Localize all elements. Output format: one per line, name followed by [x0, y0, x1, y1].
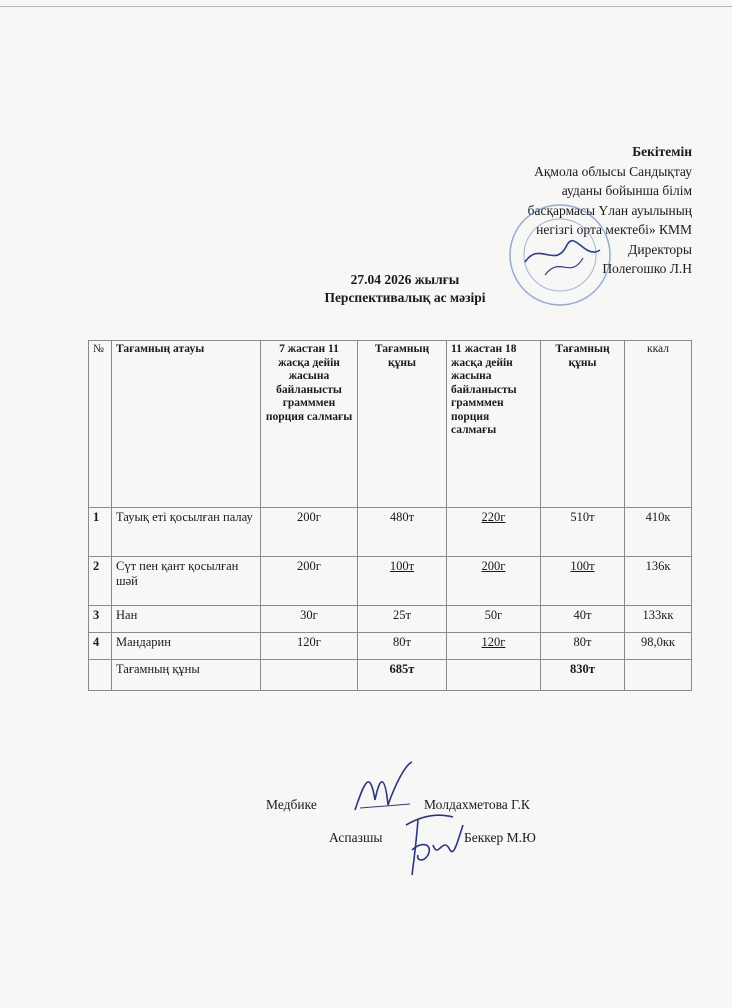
col-number: №: [89, 341, 112, 508]
empty-cell: [261, 660, 358, 691]
table-total-row: [89, 660, 692, 691]
weight-7-11: 200г: [261, 557, 358, 606]
col-weight-7-11: 7 жастан 11 жасқа дейін жасына байланысты грамммен порция салмағы: [261, 341, 358, 508]
scan-top-edge: [0, 6, 732, 7]
approval-heading: Бекітемін: [632, 144, 692, 159]
approval-line: ауданы бойынша білім: [561, 183, 692, 198]
col-price-11-18: Тағамның құны: [541, 341, 625, 508]
cook-name: Беккер М.Ю: [464, 830, 536, 845]
price-11-18: 80т: [541, 633, 625, 660]
nurse-role: Медбике: [266, 797, 317, 812]
dish-name: Мандарин: [112, 633, 261, 660]
menu-table: [88, 340, 692, 691]
price-11-18: 100т: [570, 559, 595, 573]
table-row: [89, 633, 692, 660]
dish-name: Сүт пен қант қосылған шәй: [112, 557, 261, 606]
kcal-value: 136к: [625, 557, 692, 606]
row-number: 4: [89, 633, 112, 660]
nurse-name: Молдахметова Г.К: [424, 797, 530, 812]
approval-line: Ақмола облысы Сандықтау: [534, 163, 692, 179]
document-titles: [250, 271, 560, 307]
weight-11-18: 120г: [481, 635, 506, 649]
price-7-11: 80т: [358, 633, 447, 660]
total-price-11-18: 830т: [541, 660, 625, 691]
cook-signature: [398, 805, 468, 880]
cook-role: Аспазшы: [329, 830, 383, 845]
kcal-value: 410к: [625, 508, 692, 557]
price-7-11: 480т: [358, 508, 447, 557]
table-row: [89, 508, 692, 557]
row-number: 2: [89, 557, 112, 606]
empty-cell: [89, 660, 112, 691]
price-11-18: 510т: [541, 508, 625, 557]
date-line: 27.04 2026 жылғы: [350, 272, 460, 287]
col-weight-11-18: 11 жастан 18 жасқа дейін жасына байланысты грамммен порция салмағы: [447, 341, 541, 508]
total-price-7-11: 685т: [358, 660, 447, 691]
price-7-11: 100т: [389, 559, 415, 573]
weight-11-18: 50г: [447, 606, 541, 633]
total-label: Тағамның құны: [112, 660, 261, 691]
approval-line: Директоры: [628, 241, 692, 257]
col-kcal: ккал: [625, 341, 692, 508]
row-number: 1: [89, 508, 112, 557]
dish-name: Тауық еті қосылған палау: [112, 508, 261, 557]
row-number: 3: [89, 606, 112, 633]
col-dish-name: Тағамның атауы: [112, 341, 261, 508]
weight-7-11: 200г: [261, 508, 358, 557]
approval-line: негізгі орта мектебі» КММ: [536, 222, 692, 237]
col-price-7-11: Тағамның құны: [358, 341, 447, 508]
weight-11-18: 200г: [481, 559, 506, 573]
price-7-11: 25т: [358, 606, 447, 633]
table-row: [89, 557, 692, 606]
weight-7-11: 120г: [261, 633, 358, 660]
empty-cell: [625, 660, 692, 691]
kcal-value: 98,0кк: [625, 633, 692, 660]
table-header-row: [89, 341, 692, 508]
table-row: [89, 606, 692, 633]
empty-cell: [447, 660, 541, 691]
document-title: Перспективалық ас мәзірі: [324, 290, 486, 305]
kcal-value: 133кк: [625, 606, 692, 633]
dish-name: Нан: [112, 606, 261, 633]
weight-11-18: 220г: [481, 510, 506, 524]
price-11-18: 40т: [541, 606, 625, 633]
weight-7-11: 30г: [261, 606, 358, 633]
approval-line: Полегошко Л.Н: [602, 261, 692, 276]
approval-line: басқармасы Үлан ауылының: [527, 202, 692, 218]
